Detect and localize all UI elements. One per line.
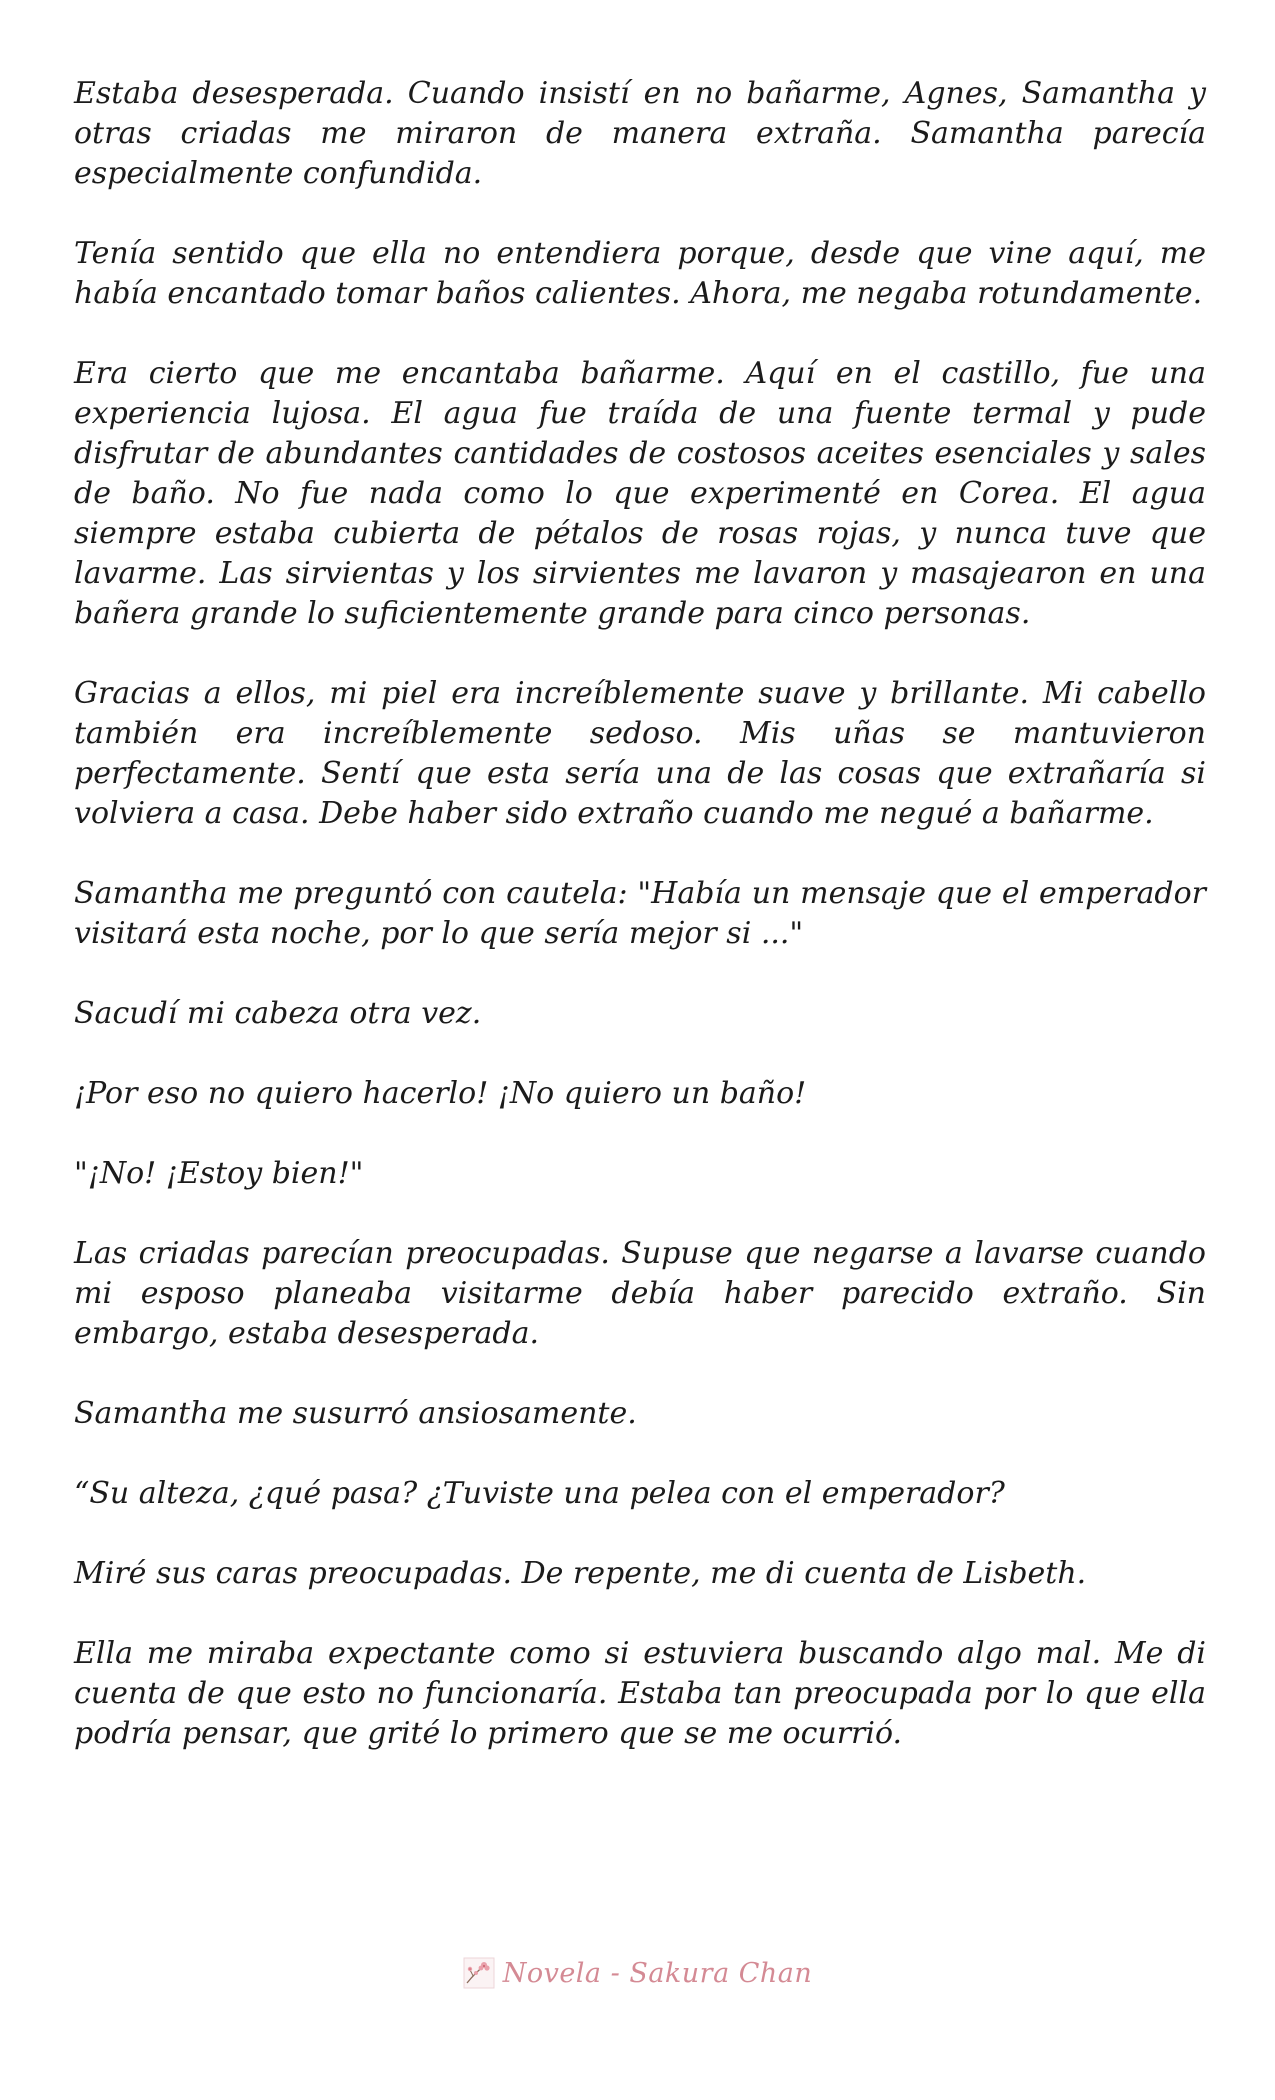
paragraph: Miré sus caras preocupadas. De repente, me di cuenta de Lisbeth. (74, 1556, 1087, 1591)
paragraph: Gracias a ellos, mi piel era increíblemente suave y brillante. Mi cabello también era increíblemente sedoso. Mis uñas se mantuvieron perfectamente. Sentí que esta sería una de las cosas que extrañaría si volviera a casa. Debe haber sido extraño cuando me negué a bañarme. (74, 676, 1206, 831)
paragraph: Las criadas parecían preocupadas. Supuse que negarse a lavarse cuando mi esposo planeaba visitarme debía haber parecido extraño. Sin embargo, estaba desesperada. (74, 1236, 1206, 1351)
paragraph: "¡No! ¡Estoy bien!" (74, 1156, 364, 1191)
footer-watermark (0, 1957, 1275, 1989)
paragraph: Sacudí mi cabeza otra vez. (74, 996, 482, 1031)
paragraph: Era cierto que me encantaba bañarme. Aquí en el castillo, fue una experiencia lujosa. El agua fue traída de una fuente termal y pude disfrutar de abundantes cantidades de costosos aceites esenciales y sales de baño. No fue nada como lo que experimenté en Corea. El agua siempre estaba cubierta de pétalos de rosas rojas, y nunca tuve que lavarme. Las sirvientas y los sirvientes me lavaron y masajearon en una bañera grande lo suficientemente grande para cinco personas. (74, 356, 1206, 631)
paragraph: “Su alteza, ¿qué pasa? ¿Tuviste una pelea con el emperador? (74, 1476, 1005, 1511)
paragraph: ¡Por eso no quiero hacerlo! ¡No quiero un baño! (74, 1076, 807, 1111)
paragraph: Ella me miraba expectante como si estuviera buscando algo mal. Me di cuenta de que esto no funcionaría. Estaba tan preocupada por lo que ella podría pensar, que grité lo primero que se me ocurrió. (74, 1636, 1206, 1751)
footer-watermark-group (463, 1957, 813, 1989)
sakura-flower-icon (463, 1957, 495, 1989)
footer-watermark-text: Novela - Sakura Chan (502, 1957, 813, 1989)
paragraph: Estaba desesperada. Cuando insistí en no bañarme, Agnes, Samantha y otras criadas me miraron de manera extraña. Samantha parecía especialmente confundida. (74, 76, 1206, 191)
paragraph: Samantha me susurró ansiosamente. (74, 1396, 637, 1431)
paragraph: Tenía sentido que ella no entendiera porque, desde que vine aquí, me había encantado tomar baños calientes. Ahora, me negaba rotundamente. (74, 236, 1206, 311)
document-body (74, 74, 1206, 1794)
paragraph: Samantha me preguntó con cautela: "Había un mensaje que el emperador visitará esta noche, por lo que sería mejor si ..." (74, 876, 1206, 951)
